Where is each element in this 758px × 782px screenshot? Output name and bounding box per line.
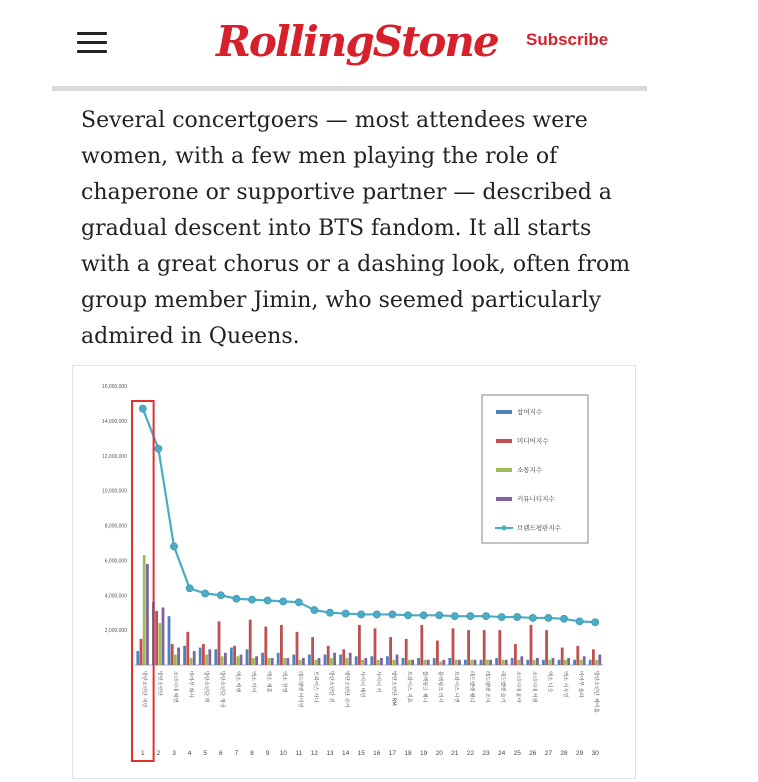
subscribe-link[interactable]: Subscribe <box>526 30 609 49</box>
x-category-name: 방탄소년단 제이홉 <box>593 671 600 713</box>
bar <box>318 658 321 665</box>
x-category-name: 엑소 백현 <box>234 671 241 693</box>
bar <box>146 564 149 665</box>
x-tick-label: 5 <box>203 750 208 757</box>
x-tick-label: 13 <box>326 750 334 757</box>
bar <box>552 658 555 665</box>
x-category-name: 트와이스 나연 <box>452 671 459 703</box>
bar <box>311 637 314 665</box>
legend-swatch <box>496 497 512 501</box>
bar <box>233 646 236 665</box>
line-point <box>436 612 443 619</box>
line-point <box>576 618 583 625</box>
x-category-name: 블랙핑크 리사 <box>437 671 444 703</box>
x-tick-label: 4 <box>187 750 192 757</box>
bar <box>533 660 536 665</box>
line-point <box>358 611 365 618</box>
bar <box>140 639 143 665</box>
bar <box>277 653 280 665</box>
line-point <box>155 445 162 452</box>
bar <box>308 655 311 665</box>
x-category-name: 방탄소년단 RM <box>390 671 397 706</box>
line-point <box>248 596 255 603</box>
bar <box>174 655 177 665</box>
x-tick-label: 24 <box>497 750 506 757</box>
x-tick-label: 9 <box>265 750 270 757</box>
bar <box>589 660 592 665</box>
x-tick-label: 12 <box>310 750 319 757</box>
bar <box>199 648 202 665</box>
bar <box>433 658 436 665</box>
bar <box>439 662 442 665</box>
bar <box>424 660 427 665</box>
x-category-name: 샤이니 키 <box>374 671 381 693</box>
bar <box>252 658 255 665</box>
bar <box>598 655 601 665</box>
site-header <box>52 0 647 91</box>
x-tick-label: 15 <box>357 750 365 757</box>
line-point <box>170 543 177 550</box>
bar <box>483 630 486 665</box>
bar <box>573 660 576 665</box>
bar <box>236 656 239 665</box>
bar <box>136 651 139 665</box>
line-point <box>186 585 193 592</box>
y-tick-label: 6,000,000 <box>104 558 127 565</box>
bar <box>377 660 380 665</box>
bar <box>162 607 165 665</box>
x-category-name: 블랙핑크 제니 <box>421 671 428 703</box>
bar <box>455 660 458 665</box>
x-category-name: 레드벨벳 웬디 <box>468 671 475 703</box>
x-tick-label: 18 <box>404 750 412 757</box>
bar <box>246 649 249 665</box>
x-tick-label: 8 <box>250 750 254 757</box>
bar <box>458 660 461 665</box>
line-point <box>326 609 333 616</box>
x-tick-label: 6 <box>218 750 223 757</box>
bar <box>520 656 523 665</box>
x-tick-label: 23 <box>482 750 490 757</box>
bar <box>583 656 586 665</box>
line-point <box>545 614 552 621</box>
bar <box>530 625 533 665</box>
legend-swatch <box>502 526 507 531</box>
bar <box>474 660 477 665</box>
x-tick-label: 7 <box>234 750 239 757</box>
bar <box>302 658 305 665</box>
bar <box>186 632 189 665</box>
line-point <box>482 613 489 620</box>
bar <box>346 658 349 665</box>
line-point <box>560 615 567 622</box>
x-category-name: 방탄소년단 뷔 <box>203 671 210 703</box>
legend-label: 미디어지수 <box>517 437 549 445</box>
line-point <box>373 611 380 618</box>
bar <box>526 660 529 665</box>
x-category-name: 엑소 디오 <box>546 671 553 693</box>
bar <box>299 660 302 665</box>
bar <box>386 656 389 665</box>
x-tick-label: 19 <box>419 750 428 757</box>
bar <box>292 655 295 665</box>
bar <box>495 658 498 665</box>
bar <box>595 660 598 665</box>
bar <box>339 655 342 665</box>
x-tick-label: 11 <box>295 750 303 757</box>
x-category-name: 소녀시대 태연 <box>172 671 178 703</box>
x-category-name: 마마무 솔라 <box>577 671 584 698</box>
bar <box>561 648 564 665</box>
bar <box>355 656 358 665</box>
y-tick-label: 4,000,000 <box>104 593 127 600</box>
bar <box>592 649 595 665</box>
line-point <box>420 612 427 619</box>
line-point <box>311 606 318 613</box>
bar <box>436 641 439 665</box>
bar <box>158 623 161 665</box>
bar <box>361 660 364 665</box>
bar <box>255 656 258 665</box>
line-point <box>264 597 271 604</box>
bar <box>364 658 367 665</box>
x-tick-label: 14 <box>341 750 350 757</box>
x-tick-label: 17 <box>388 750 397 757</box>
bar <box>155 611 158 665</box>
bar <box>548 660 551 665</box>
x-category-name: 방탄소년단 진 <box>328 671 334 703</box>
bar <box>405 639 408 665</box>
x-category-name: 엑소 찬열 <box>281 671 288 693</box>
bar <box>411 660 414 665</box>
y-tick-label: 12,000,000 <box>101 453 127 460</box>
line-point <box>451 613 458 620</box>
bar <box>324 655 327 665</box>
line-point <box>592 619 599 626</box>
bar <box>230 648 233 665</box>
x-category-name: 방탄소년단 정국 <box>218 671 225 708</box>
x-tick-label: 3 <box>172 750 176 757</box>
bar <box>467 630 470 665</box>
x-tick-label: 26 <box>529 750 537 757</box>
x-tick-label: 20 <box>435 750 443 757</box>
x-category-name: 엑소 시우민 <box>562 671 568 698</box>
bar <box>486 660 489 665</box>
x-category-name: 트와이스 사나 <box>312 671 319 703</box>
bar <box>420 625 423 665</box>
chart-canvas <box>73 366 635 778</box>
bar <box>261 653 264 665</box>
x-category-name: 레드벨벳 슬기 <box>499 671 506 703</box>
x-tick-label: 22 <box>466 750 475 757</box>
bar <box>249 620 252 665</box>
x-tick-label: 28 <box>560 750 568 757</box>
bar <box>314 660 317 665</box>
bar <box>342 649 345 665</box>
bar <box>370 656 373 665</box>
bar <box>511 658 514 665</box>
bar <box>221 656 224 665</box>
line-point <box>498 613 505 620</box>
bar <box>380 658 383 665</box>
x-category-name: 엑소 세훈 <box>265 671 272 693</box>
bar <box>296 632 299 665</box>
legend-label: 참여지수 <box>517 408 543 416</box>
bar <box>208 649 211 665</box>
bar <box>327 646 330 665</box>
bar <box>402 658 405 665</box>
legend-label: 소통지수 <box>517 466 543 474</box>
legend-swatch <box>496 410 512 414</box>
bar <box>190 658 193 665</box>
x-tick-label: 2 <box>156 750 161 757</box>
bar <box>168 616 171 665</box>
x-category-name: 트와이스 지효 <box>406 671 412 703</box>
line-point <box>529 614 536 621</box>
bar <box>240 655 243 665</box>
y-tick-label: 2,000,000 <box>104 628 127 635</box>
bar <box>177 648 180 665</box>
bar <box>408 660 411 665</box>
bar <box>268 658 271 665</box>
bar <box>517 660 520 665</box>
bar <box>392 660 395 665</box>
legend-label: 커뮤니티지수 <box>517 495 555 503</box>
bar <box>480 660 483 665</box>
line-point <box>202 590 209 597</box>
bar <box>452 628 455 665</box>
bar <box>542 660 545 665</box>
bar <box>536 658 539 665</box>
legend-swatch <box>496 439 512 443</box>
bar <box>193 651 196 665</box>
legend-swatch <box>496 468 512 472</box>
x-category-name: 엑소 카이 <box>250 671 256 693</box>
bar <box>564 660 567 665</box>
line-point <box>342 610 349 617</box>
bar <box>498 630 501 665</box>
x-tick-label: 27 <box>544 750 553 757</box>
legend-label: 브랜드평판지수 <box>517 524 561 532</box>
y-tick-label: 16,000,000 <box>101 384 127 390</box>
x-tick-label: 21 <box>451 750 459 757</box>
x-category-name: 레드벨벳 조이 <box>484 671 490 703</box>
bar <box>396 655 399 665</box>
x-category-name: 레드벨벳 아이린 <box>296 671 303 708</box>
bar <box>442 660 445 665</box>
bar <box>514 644 517 665</box>
x-tick-label: 1 <box>140 750 145 757</box>
x-category-name: 방탄소년단 지민 <box>140 671 147 708</box>
line-point <box>139 405 146 412</box>
line-point <box>217 592 224 599</box>
bar <box>330 658 333 665</box>
x-category-name: 소녀시대 서현 <box>530 671 537 703</box>
x-tick-label: 25 <box>513 750 521 757</box>
brand-reputation-chart <box>72 365 636 779</box>
line-point <box>467 613 474 620</box>
bar <box>283 658 286 665</box>
line-point <box>514 613 521 620</box>
x-tick-label: 29 <box>575 750 584 757</box>
bar <box>349 653 352 665</box>
y-tick-label: 10,000,000 <box>101 488 127 495</box>
bar <box>202 644 205 665</box>
x-category-name: 마마무 화사 <box>187 671 194 698</box>
bar <box>286 658 289 665</box>
bar <box>280 625 283 665</box>
x-tick-label: 30 <box>591 750 599 757</box>
bar <box>171 644 174 665</box>
bar <box>464 660 467 665</box>
bar <box>218 621 221 665</box>
x-tick-label: 10 <box>279 750 287 757</box>
x-tick-label: 16 <box>373 750 381 757</box>
bar <box>374 628 377 665</box>
rolling-stone-logo[interactable]: RollingStone <box>216 17 498 66</box>
x-category-name: 샤이니 태민 <box>359 671 366 698</box>
bar <box>505 660 508 665</box>
line-point <box>389 611 396 618</box>
bar <box>214 649 217 665</box>
y-tick-label: 8,000,000 <box>104 523 127 530</box>
bar <box>264 627 267 665</box>
bar <box>224 653 227 665</box>
x-category-name: 소녀시대 윤아 <box>515 671 522 703</box>
bar <box>489 660 492 665</box>
bar <box>205 655 208 665</box>
line-point <box>233 595 240 602</box>
bar <box>358 625 361 665</box>
bar <box>558 660 561 665</box>
bar <box>448 658 451 665</box>
bar <box>545 630 548 665</box>
article-paragraph: Several concertgoers — most attendees were women, with a few men playing the role of chaperone or supportive partner — described a gradual descent into BTS fandom. It all starts with a great chorus or a dashing look, often from group member Jimin, who seemed particularly admired in Queens. <box>81 108 631 349</box>
bar <box>502 660 505 665</box>
bar <box>143 555 146 665</box>
line-point <box>404 612 411 619</box>
y-tick-label: 14,000,000 <box>101 418 127 425</box>
bar <box>389 637 392 665</box>
bar <box>271 658 274 665</box>
bar <box>183 646 186 665</box>
x-category-name: 방탄소년단 슈가 <box>343 671 350 708</box>
bar <box>427 660 430 665</box>
bar <box>576 646 579 665</box>
bar <box>333 653 336 665</box>
bar <box>580 660 583 665</box>
menu-icon[interactable] <box>77 32 107 54</box>
line-point <box>295 599 302 606</box>
bar <box>417 658 420 665</box>
bar <box>567 658 570 665</box>
line-point <box>280 598 287 605</box>
x-category-name: 방탄소년단 <box>156 671 163 697</box>
bar <box>470 660 473 665</box>
